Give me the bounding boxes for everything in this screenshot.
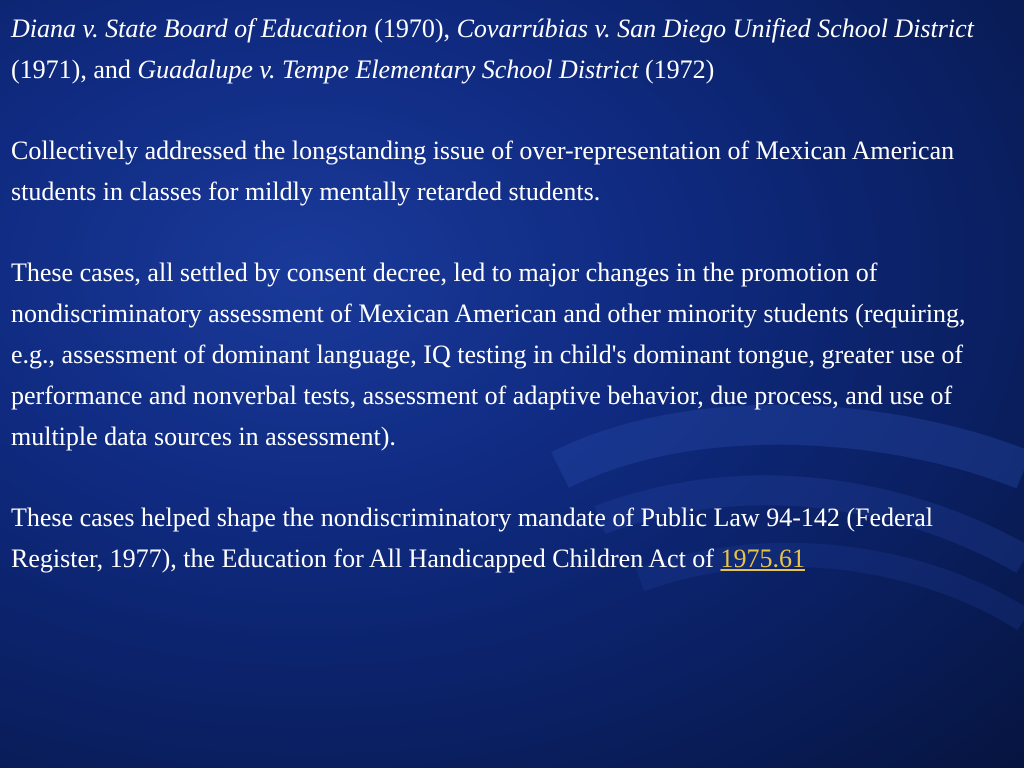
slide-body bbox=[11, 8, 1016, 579]
case-guadalupe: Guadalupe v. Tempe Elementary School District bbox=[137, 55, 639, 84]
case-guadalupe-year: (1972) bbox=[638, 55, 715, 84]
cases-heading bbox=[11, 8, 1016, 90]
case-diana: Diana v. State Board of Education bbox=[11, 14, 368, 43]
paragraph-public-law bbox=[11, 497, 1016, 579]
case-diana-year: (1970), bbox=[367, 14, 457, 43]
footnote-link[interactable]: 1975.61 bbox=[720, 544, 805, 573]
public-law-text: These cases helped shape the nondiscriminatory mandate of Public Law 94-142 (Federal Register, 1977), the Education for All Handicapped Children Act of bbox=[11, 503, 933, 573]
case-covarrubias-year: (1971), and bbox=[11, 55, 138, 84]
case-covarrubias: Covarrúbias v. San Diego Unified School District bbox=[456, 14, 974, 43]
paragraph-consent-decree: These cases, all settled by consent decree, led to major changes in the promotion of nondiscriminatory assessment of Mexican American and other minority students (requiring, e.g., assessment of dominant language, IQ testing in child's dominant tongue, greater use of performance and nonverbal tests, assessment of adaptive behavior, due process, and use of multiple data sources in assessment). bbox=[11, 258, 966, 451]
paragraph-overrepresentation: Collectively addressed the longstanding issue of over-representation of Mexican American students in classes for mildly mentally retarded students. bbox=[11, 136, 955, 206]
